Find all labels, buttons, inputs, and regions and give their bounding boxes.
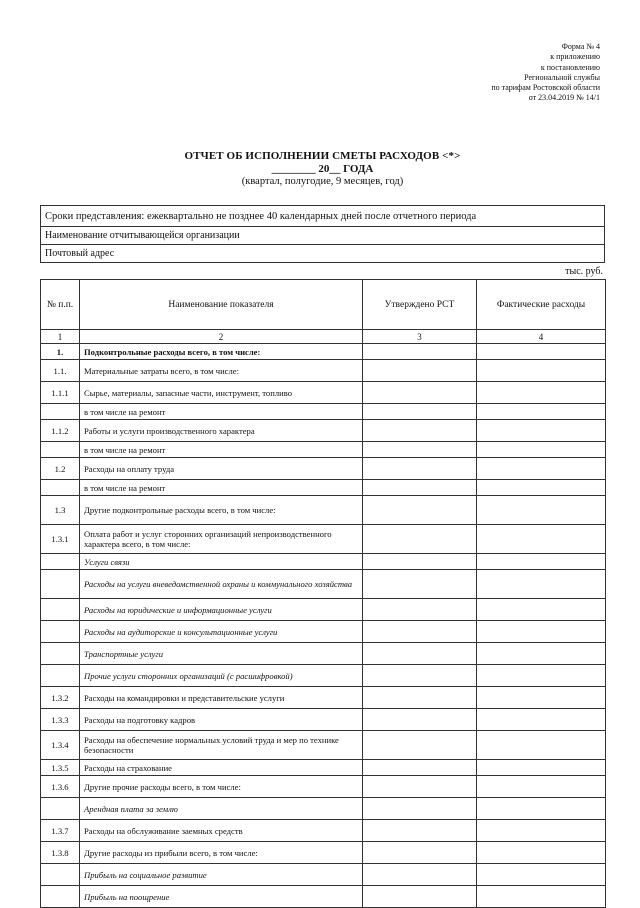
column-number-row bbox=[41, 330, 606, 344]
row-number: 1.3.1 bbox=[41, 525, 80, 554]
report-title-block bbox=[40, 150, 605, 188]
row-number bbox=[41, 554, 80, 570]
form-header-line: к приложению bbox=[550, 52, 600, 62]
approved-value-cell bbox=[363, 760, 477, 776]
table-row bbox=[41, 621, 606, 643]
column-number: 4 bbox=[477, 330, 606, 344]
indicator-name: Услуги связи bbox=[80, 554, 363, 570]
actual-value-cell bbox=[477, 864, 606, 886]
indicator-name: Подконтрольные расходы всего, в том числе: bbox=[80, 344, 363, 360]
table-row bbox=[41, 554, 606, 570]
actual-value-cell bbox=[477, 480, 606, 496]
table-row bbox=[41, 382, 606, 404]
column-number: 3 bbox=[363, 330, 477, 344]
actual-value-cell bbox=[477, 820, 606, 842]
row-number: 1.3.8 bbox=[41, 842, 80, 864]
approved-value-cell bbox=[363, 480, 477, 496]
report-period-note: (квартал, полугодие, 9 месяцев, год) bbox=[241, 176, 404, 187]
table-row bbox=[41, 458, 606, 480]
indicator-name: Расходы на подготовку кадров bbox=[80, 709, 363, 731]
approved-value-cell bbox=[363, 665, 477, 687]
report-year-line: ________ 20__ ГОДА bbox=[271, 163, 374, 175]
actual-value-cell bbox=[477, 420, 606, 442]
expense-report-table bbox=[40, 279, 606, 908]
approved-value-cell bbox=[363, 886, 477, 908]
approved-value-cell bbox=[363, 458, 477, 480]
actual-value-cell bbox=[477, 525, 606, 554]
form-header-line: к постановлению bbox=[540, 62, 600, 72]
indicator-name: Расходы на оплату труда bbox=[80, 458, 363, 480]
actual-value-cell bbox=[477, 709, 606, 731]
approved-value-cell bbox=[363, 820, 477, 842]
indicator-name: Работы и услуги производственного характера bbox=[80, 420, 363, 442]
row-number bbox=[41, 570, 80, 599]
table-row bbox=[41, 420, 606, 442]
indicator-name: Оплата работ и услуг сторонних организаций непроизводственного характера всего, в том числе: bbox=[80, 525, 363, 554]
indicator-name: Расходы на обслуживание заемных средств bbox=[80, 820, 363, 842]
actual-value-cell bbox=[477, 458, 606, 480]
table-row bbox=[41, 776, 606, 798]
table-row bbox=[41, 842, 606, 864]
approved-value-cell bbox=[363, 344, 477, 360]
actual-value-cell bbox=[477, 554, 606, 570]
actual-value-cell bbox=[477, 731, 606, 760]
actual-value-cell bbox=[477, 760, 606, 776]
approved-value-cell bbox=[363, 525, 477, 554]
approved-value-cell bbox=[363, 404, 477, 420]
actual-value-cell bbox=[477, 496, 606, 525]
indicator-name: Расходы на обеспечение нормальных условий труда и мер по технике безопасности bbox=[80, 731, 363, 760]
table-row bbox=[41, 798, 606, 820]
table-row bbox=[41, 820, 606, 842]
row-number bbox=[41, 621, 80, 643]
indicator-name: Другие подконтрольные расходы всего, в том числе: bbox=[80, 496, 363, 525]
row-number: 1.1.2 bbox=[41, 420, 80, 442]
indicator-name: Другие расходы из прибыли всего, в том числе: bbox=[80, 842, 363, 864]
approved-value-cell bbox=[363, 731, 477, 760]
approved-value-cell bbox=[363, 496, 477, 525]
actual-value-cell bbox=[477, 886, 606, 908]
row-number bbox=[41, 480, 80, 496]
organization-name-field: Наименование отчитывающейся организации bbox=[41, 227, 605, 245]
actual-value-cell bbox=[477, 798, 606, 820]
table-row bbox=[41, 864, 606, 886]
row-number: 1.3.6 bbox=[41, 776, 80, 798]
row-number: 1.2 bbox=[41, 458, 80, 480]
approved-value-cell bbox=[363, 776, 477, 798]
actual-value-cell bbox=[477, 599, 606, 621]
row-number bbox=[41, 404, 80, 420]
row-number: 1.3 bbox=[41, 496, 80, 525]
indicator-name: Другие прочие расходы всего, в том числе: bbox=[80, 776, 363, 798]
actual-value-cell bbox=[477, 842, 606, 864]
actual-value-cell bbox=[477, 442, 606, 458]
actual-value-cell bbox=[477, 643, 606, 665]
approved-value-cell bbox=[363, 709, 477, 731]
actual-value-cell bbox=[477, 776, 606, 798]
indicator-name: Прибыль на социальное развитие bbox=[80, 864, 363, 886]
organization-info-table bbox=[40, 205, 605, 263]
indicator-name: Расходы на юридические и информационные услуги bbox=[80, 599, 363, 621]
approved-value-cell bbox=[363, 420, 477, 442]
row-number bbox=[41, 665, 80, 687]
table-row bbox=[41, 709, 606, 731]
table-row bbox=[41, 360, 606, 382]
table-row bbox=[41, 404, 606, 420]
column-number: 1 bbox=[41, 330, 80, 344]
indicator-name: Арендная плата за землю bbox=[80, 798, 363, 820]
approved-value-cell bbox=[363, 798, 477, 820]
table-row bbox=[41, 442, 606, 458]
row-number: 1.1. bbox=[41, 360, 80, 382]
row-number: 1.3.7 bbox=[41, 820, 80, 842]
row-number bbox=[41, 599, 80, 621]
row-number bbox=[41, 864, 80, 886]
approved-value-cell bbox=[363, 842, 477, 864]
row-number: 1.3.5 bbox=[41, 760, 80, 776]
postal-address-field: Почтовый адрес bbox=[41, 245, 605, 263]
actual-value-cell bbox=[477, 687, 606, 709]
form-header-line: от 23.04.2019 № 14/1 bbox=[528, 93, 600, 103]
indicator-name: Транспортные услуги bbox=[80, 643, 363, 665]
indicator-name: в том числе на ремонт bbox=[80, 404, 363, 420]
row-number: 1.1.1 bbox=[41, 382, 80, 404]
column-header-name: Наименование показателя bbox=[80, 280, 363, 330]
form-reference-header bbox=[400, 42, 600, 104]
actual-value-cell bbox=[477, 344, 606, 360]
approved-value-cell bbox=[363, 570, 477, 599]
actual-value-cell bbox=[477, 621, 606, 643]
table-row bbox=[41, 525, 606, 554]
approved-value-cell bbox=[363, 599, 477, 621]
units-label: тыс. руб. bbox=[565, 266, 603, 277]
indicator-name: Прибыль на поощрение bbox=[80, 886, 363, 908]
row-number bbox=[41, 886, 80, 908]
table-row bbox=[41, 643, 606, 665]
submission-deadline: Сроки представления: ежеквартально не позднее 40 календарных дней после отчетного периода bbox=[41, 206, 605, 227]
approved-value-cell bbox=[363, 621, 477, 643]
form-header-line: по тарифам Ростовской области bbox=[491, 83, 600, 93]
approved-value-cell bbox=[363, 382, 477, 404]
row-number: 1. bbox=[41, 344, 80, 360]
table-row bbox=[41, 665, 606, 687]
row-number bbox=[41, 798, 80, 820]
table-row bbox=[41, 496, 606, 525]
table-row bbox=[41, 886, 606, 908]
approved-value-cell bbox=[363, 360, 477, 382]
row-number: 1.3.2 bbox=[41, 687, 80, 709]
indicator-name: в том числе на ремонт bbox=[80, 442, 363, 458]
table-row bbox=[41, 687, 606, 709]
column-header-approved: Утверждено РСТ bbox=[363, 280, 477, 330]
approved-value-cell bbox=[363, 442, 477, 458]
indicator-name: Материальные затраты всего, в том числе: bbox=[80, 360, 363, 382]
approved-value-cell bbox=[363, 643, 477, 665]
column-number: 2 bbox=[80, 330, 363, 344]
table-row bbox=[41, 599, 606, 621]
approved-value-cell bbox=[363, 554, 477, 570]
approved-value-cell bbox=[363, 687, 477, 709]
report-title: ОТЧЕТ ОБ ИСПОЛНЕНИИ СМЕТЫ РАСХОДОВ <*> bbox=[184, 150, 461, 162]
row-number: 1.3.4 bbox=[41, 731, 80, 760]
actual-value-cell bbox=[477, 382, 606, 404]
row-number bbox=[41, 442, 80, 458]
row-number: 1.3.3 bbox=[41, 709, 80, 731]
table-row bbox=[41, 344, 606, 360]
indicator-name: Сырье, материалы, запасные части, инструмент, топливо bbox=[80, 382, 363, 404]
table-row bbox=[41, 570, 606, 599]
indicator-name: Расходы на услуги вневедомственной охраны и коммунального хозяйства bbox=[80, 570, 363, 599]
row-number bbox=[41, 643, 80, 665]
indicator-name: Расходы на командировки и представительские услуги bbox=[80, 687, 363, 709]
form-header-line: Форма № 4 bbox=[561, 42, 600, 51]
approved-value-cell bbox=[363, 864, 477, 886]
indicator-name: Прочие услуги сторонних организаций (с расшифровкой) bbox=[80, 665, 363, 687]
indicator-name: в том числе на ремонт bbox=[80, 480, 363, 496]
actual-value-cell bbox=[477, 404, 606, 420]
form-header-line: Региональной службы bbox=[524, 72, 600, 82]
table-row bbox=[41, 480, 606, 496]
column-header-actual: Фактические расходы bbox=[477, 280, 606, 330]
indicator-name: Расходы на аудиторские и консультационные услуги bbox=[80, 621, 363, 643]
table-row bbox=[41, 760, 606, 776]
actual-value-cell bbox=[477, 360, 606, 382]
actual-value-cell bbox=[477, 570, 606, 599]
table-row bbox=[41, 731, 606, 760]
indicator-name: Расходы на страхование bbox=[80, 760, 363, 776]
actual-value-cell bbox=[477, 665, 606, 687]
column-header-num: № п.п. bbox=[41, 280, 80, 330]
